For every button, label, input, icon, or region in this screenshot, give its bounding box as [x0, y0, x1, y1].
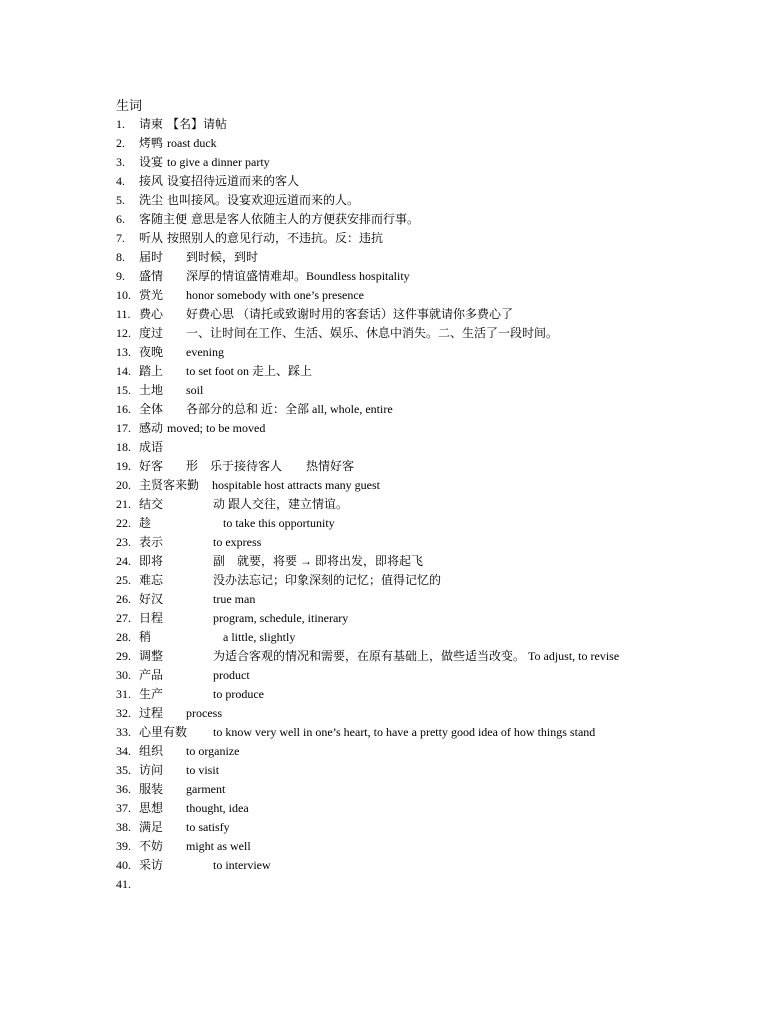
list-item: [116, 666, 652, 685]
item-definition: 好费心思 （请托或致谢时用的客套话）这件事就请你多费心了: [186, 307, 514, 321]
item-number: 29.: [116, 649, 131, 663]
item-definition: 副 就要，将要 → 即将出发，即将起飞: [213, 554, 424, 568]
item-term: 生产: [139, 687, 164, 701]
item-term: 土地: [139, 383, 164, 397]
item-number: 8.: [116, 250, 125, 264]
item-number: 3.: [116, 155, 125, 169]
list-item: [116, 286, 652, 305]
item-term: 度过: [139, 326, 164, 340]
item-term: 思想: [139, 801, 164, 815]
item-number: 17.: [116, 421, 131, 435]
item-term: 烤鸭: [139, 136, 164, 150]
item-term: 届时: [139, 250, 164, 264]
list-item: [116, 476, 652, 495]
item-definition: to interview: [213, 858, 271, 872]
item-term: 满足: [139, 820, 164, 834]
list-item: [116, 533, 652, 552]
item-term: 日程: [139, 611, 164, 625]
item-number: 9.: [116, 269, 125, 283]
item-number: 20.: [116, 478, 131, 492]
item-definition: a little, slightly: [223, 630, 296, 644]
item-number: 27.: [116, 611, 131, 625]
item-definition: evening: [186, 345, 225, 359]
list-item: [116, 571, 652, 590]
list-item: [116, 343, 652, 362]
item-term: 结交: [139, 497, 164, 511]
item-number: 41.: [116, 877, 131, 891]
list-item: [116, 818, 652, 837]
item-number: 10.: [116, 288, 131, 302]
item-number: 14.: [116, 364, 131, 378]
item-term: 接风: [139, 174, 164, 188]
item-number: 21.: [116, 497, 131, 511]
list-item: [116, 305, 652, 324]
item-definition: moved; to be moved: [167, 421, 266, 435]
item-definition: 设宴招待远道而来的客人: [167, 174, 300, 188]
item-number: 40.: [116, 858, 131, 872]
item-definition: to organize: [186, 744, 240, 758]
item-definition: 形 乐于接待客人 热情好客: [186, 459, 355, 473]
item-term: 费心: [139, 307, 164, 321]
list-item: [116, 552, 652, 571]
item-term: 组织: [139, 744, 164, 758]
item-definition: 意思是客人依随主人的方便获安排而行事。: [191, 212, 420, 226]
item-term: 难忘: [139, 573, 164, 587]
item-term: 设宴: [139, 155, 164, 169]
item-term: 全体: [139, 402, 164, 416]
item-definition: to satisfy: [186, 820, 230, 834]
item-term: 踏上: [139, 364, 164, 378]
item-definition: thought, idea: [186, 801, 249, 815]
item-number: 35.: [116, 763, 131, 777]
item-term: 听从: [139, 231, 164, 245]
item-term: 好客: [139, 459, 164, 473]
list-item: [116, 780, 652, 799]
item-number: 7.: [116, 231, 125, 245]
item-number: 12.: [116, 326, 131, 340]
list-item: [116, 134, 652, 153]
item-definition: 按照别人的意见行动，不违抗。反：违抗: [167, 231, 384, 245]
item-definition: to visit: [186, 763, 220, 777]
item-term: 访问: [139, 763, 164, 777]
item-definition: hospitable host attracts many guest: [212, 478, 380, 492]
item-number: 11.: [116, 307, 131, 321]
item-definition: 深厚的情谊盛情难却。Boundless hospitality: [186, 269, 410, 283]
item-number: 19.: [116, 459, 131, 473]
item-definition: garment: [186, 782, 226, 796]
item-term: 调整: [139, 649, 164, 663]
list-item: [116, 590, 652, 609]
list-item: [116, 628, 652, 647]
item-number: 25.: [116, 573, 131, 587]
item-term: 请柬: [139, 117, 164, 131]
item-number: 6.: [116, 212, 125, 226]
item-number: 16.: [116, 402, 131, 416]
list-item: [116, 191, 652, 210]
list-item: [116, 115, 652, 134]
item-term: 好汉: [139, 592, 164, 606]
item-number: 24.: [116, 554, 131, 568]
item-term: 产品: [139, 668, 164, 682]
item-term: 不妨: [139, 839, 164, 853]
list-item: [116, 438, 652, 457]
item-term: 稍: [139, 630, 152, 644]
item-number: 5.: [116, 193, 125, 207]
item-number: 30.: [116, 668, 131, 682]
item-number: 37.: [116, 801, 131, 815]
item-definition: honor somebody with one’s presence: [186, 288, 364, 302]
item-term: 盛情: [139, 269, 164, 283]
item-number: 28.: [116, 630, 131, 644]
item-number: 33.: [116, 725, 131, 739]
item-number: 15.: [116, 383, 131, 397]
vocabulary-list: [116, 115, 652, 891]
list-item: [116, 153, 652, 172]
list-item: [116, 419, 652, 438]
list-item: [116, 742, 652, 761]
item-definition: true man: [213, 592, 256, 606]
item-definition: to know very well in one’s heart, to have a pretty good idea of how things stand: [213, 725, 596, 739]
item-definition: 没办法忘记；印象深刻的记忆；值得记忆的: [213, 573, 442, 587]
list-item: [116, 210, 652, 229]
item-term: 服装: [139, 782, 164, 796]
item-definition: to produce: [213, 687, 264, 701]
item-term: 过程: [139, 706, 164, 720]
item-number: 1.: [116, 117, 125, 131]
item-term: 成语: [139, 440, 164, 454]
list-item: [116, 761, 652, 780]
item-number: 23.: [116, 535, 131, 549]
list-item: [116, 248, 652, 267]
item-term: 夜晚: [139, 345, 164, 359]
item-definition: to express: [213, 535, 262, 549]
item-definition: 到时候，到时: [186, 250, 259, 264]
list-item: [116, 457, 652, 476]
item-term: 客随主便: [139, 212, 188, 226]
list-item: [116, 400, 652, 419]
item-definition: roast duck: [167, 136, 217, 150]
item-definition: soil: [186, 383, 204, 397]
list-item: [116, 362, 652, 381]
item-number: 4.: [116, 174, 125, 188]
item-term: 心里有数: [139, 725, 188, 739]
list-item: [116, 324, 652, 343]
item-term: 感动: [139, 421, 164, 435]
item-definition: process: [186, 706, 223, 720]
list-item: [116, 267, 652, 286]
item-definition: to set foot on 走上、踩上: [186, 364, 313, 378]
item-number: 36.: [116, 782, 131, 796]
list-item: [116, 837, 652, 856]
list-item: [116, 723, 652, 742]
list-item: [116, 685, 652, 704]
item-number: 26.: [116, 592, 131, 606]
list-item: [116, 647, 652, 666]
list-item: [116, 856, 652, 875]
item-definition: 各部分的总和 近：全部 all, whole, entire: [186, 402, 393, 416]
item-number: 13.: [116, 345, 131, 359]
item-number: 2.: [116, 136, 125, 150]
item-number: 18.: [116, 440, 131, 454]
item-number: 32.: [116, 706, 131, 720]
item-term: 采访: [139, 858, 164, 872]
list-item: [116, 229, 652, 248]
item-definition: 为适合客观的情况和需要，在原有基础上，做些适当改变。 To adjust, to revise: [213, 649, 620, 663]
item-definition: product: [213, 668, 250, 682]
item-definition: 【名】请帖: [167, 117, 228, 131]
item-definition: 一、让时间在工作、生活、娱乐、休息中消失。二、生活了一段时间。: [186, 326, 559, 340]
list-item: [116, 799, 652, 818]
list-item: [116, 609, 652, 628]
list-item: [116, 495, 652, 514]
item-term: 即将: [139, 554, 164, 568]
page-title: 生词: [116, 98, 143, 113]
list-item: [116, 704, 652, 723]
item-number: 34.: [116, 744, 131, 758]
item-definition: 动 跟人交往，建立情谊。: [213, 497, 349, 511]
item-definition: to give a dinner party: [167, 155, 270, 169]
list-item: [116, 172, 652, 191]
item-term: 洗尘: [139, 193, 164, 207]
item-definition: might as well: [186, 839, 251, 853]
item-definition: to take this opportunity: [223, 516, 335, 530]
item-term: 表示: [139, 535, 164, 549]
item-definition: 也叫接风。设宴欢迎远道而来的人。: [167, 193, 360, 207]
item-term: 趁: [139, 516, 152, 530]
item-term: 主贤客来勤: [139, 478, 200, 492]
list-item: [116, 381, 652, 400]
item-number: 31.: [116, 687, 131, 701]
item-number: 38.: [116, 820, 131, 834]
item-definition: program, schedule, itinerary: [213, 611, 349, 625]
item-number: 22.: [116, 516, 131, 530]
item-number: 39.: [116, 839, 131, 853]
item-term: 赏光: [139, 288, 164, 302]
list-item: [116, 514, 652, 533]
